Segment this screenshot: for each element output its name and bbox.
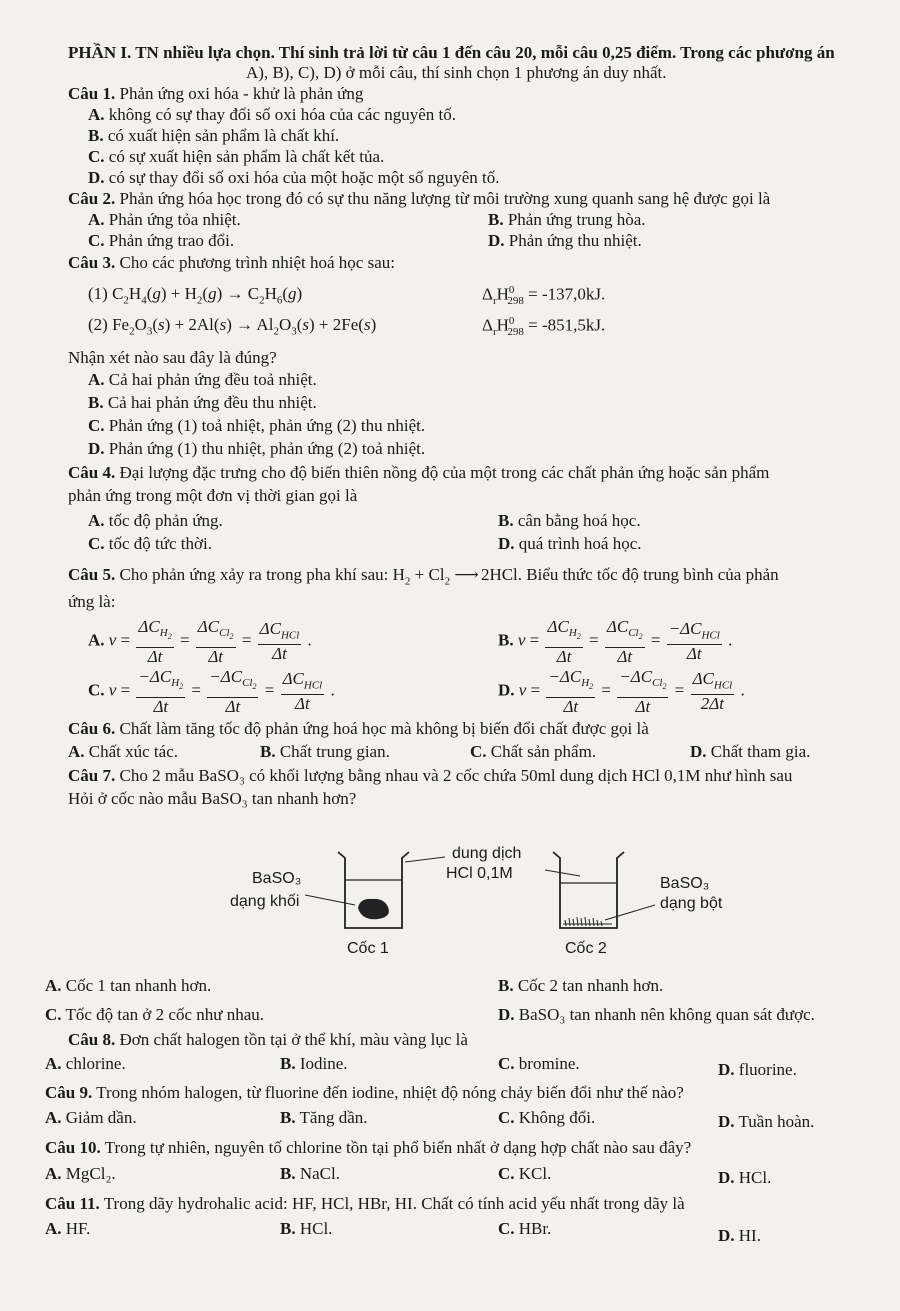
q3-enthalpy-2: $\Delta_rH^0_{298} = -851,5kJ$. xyxy=(482,315,606,339)
q5-option-b: B. v = $\frac{\Delta C_{H_2}}{\Delta t}$ = $\frac{\Delta C_{Cl_2}}{\Delta t}$ = $\frac{-\Delta C_{HCl}}{\Delta t}$ . xyxy=(498,617,733,666)
q5-option-d: D. v = $\frac{-\Delta C_{H_2}}{\Delta t}$ = $\frac{-\Delta C_{Cl_2}}{\Delta t}$ = $\frac{\Delta C_{HCl}}{2\Delta t}$ . xyxy=(498,667,745,716)
q10-option-c: C. KCl. xyxy=(498,1164,552,1183)
q2-option-a: A. Phản ứng tỏa nhiệt. xyxy=(88,210,241,229)
fig-mid-label-2: HCl 0,1M xyxy=(446,865,513,882)
fig-right-label-2: dạng bột xyxy=(660,895,723,912)
q1-label: Câu 1. xyxy=(68,84,116,103)
q1-option-c: C. có sự xuất hiện sản phẩm là chất kết tủa. xyxy=(88,147,385,166)
q1-option-d: D. có sự thay đổi số oxi hóa của một hoặc một số nguyên tố. xyxy=(88,168,500,187)
q7-option-d: D. BaSO₃ tan nhanh nên không quan sát được. xyxy=(498,1005,815,1024)
solid-chunk xyxy=(358,899,389,919)
q6-option-d: D. Chất tham gia. xyxy=(690,742,811,761)
q7-option-c: C. Tốc độ tan ở 2 cốc như nhau. xyxy=(45,1005,265,1024)
q11-option-a: A. HF. xyxy=(45,1219,91,1238)
q3-option-a: A. Cả hai phản ứng đều toả nhiệt. xyxy=(88,370,317,389)
q5-stem-2: ứng là: xyxy=(68,592,116,611)
q11-stem: Câu 11. Trong dãy hydrohalic acid: HF, HCl, HBr, HI. Chất có tính acid yếu nhất trong dãy là xyxy=(45,1194,685,1213)
q1-option-b: B. có xuất hiện sản phẩm là chất khí. xyxy=(88,126,340,145)
section-header: PHẦN I. TN nhiều lựa chọn. Thí sinh trả lời từ câu 1 đến câu 20, mỗi câu 0,25 điểm. Trong các phương án xyxy=(68,43,835,62)
q3-option-c: C. Phản ứng (1) toả nhiệt, phản ứng (2) thu nhiệt. xyxy=(88,416,426,435)
q9-option-a: A. Giảm dần. xyxy=(45,1108,137,1127)
q10-stem: Câu 10. Trong tự nhiên, nguyên tố chlorine tồn tại phổ biến nhất ở dạng hợp chất nào sau đây? xyxy=(45,1138,692,1157)
powder xyxy=(563,917,612,926)
beaker-1 xyxy=(305,852,445,928)
q8-option-d: D. fluorine. xyxy=(718,1060,797,1079)
q10-option-b: B. NaCl. xyxy=(280,1164,340,1183)
q3-question: Nhận xét nào sau đây là đúng? xyxy=(68,348,277,367)
q6-option-a: A. Chất xúc tác. xyxy=(68,742,178,761)
q5-stem: Câu 5. Cho phản ứng xảy ra trong pha khí sau: $H_2 + Cl_2$ ⟶ 2HCl. Biểu thức tốc độ trung bình của phản xyxy=(68,565,779,588)
q6-option-c: C. Chất sản phẩm. xyxy=(470,742,597,761)
q8-option-c: C. bromine. xyxy=(498,1054,580,1073)
q3-option-d: D. Phản ứng (1) thu nhiệt, phản ứng (2) toả nhiệt. xyxy=(88,439,426,458)
q7-stem: Câu 7. Cho 2 mẫu BaSO₃ có khối lượng bằng nhau và 2 cốc chứa 50ml dung dịch HCl 0,1M như hình sau xyxy=(68,766,793,785)
q6-stem: Câu 6. Chất làm tăng tốc độ phản ứng hoá học mà không bị biến đổi chất được gọi là xyxy=(68,719,649,738)
q11-option-d: D. HI. xyxy=(718,1226,761,1245)
q3-enthalpy-1: $\Delta_rH^0_{298} = -137,0kJ$. xyxy=(482,284,606,308)
q8-option-a: A. chlorine. xyxy=(45,1054,126,1073)
fig-cup2-label: Cốc 2 xyxy=(565,940,607,957)
fig-mid-label-1: dung dịch xyxy=(452,845,522,862)
q3-equation-2: (2) $Fe_2O_3(s) + 2Al(s) \to Al_2O_3(s) + 2Fe(s)$ xyxy=(88,315,377,338)
q1-option-a: A. không có sự thay đổi số oxi hóa của các nguyên tố. xyxy=(88,105,457,124)
q5-option-c: C. v = $\frac{-\Delta C_{H_2}}{\Delta t}$ = $\frac{-\Delta C_{Cl_2}}{\Delta t}$ = $\frac{\Delta C_{HCl}}{\Delta t}$ . xyxy=(88,667,335,716)
fig-left-label-2: dạng khối xyxy=(230,893,300,910)
q8-stem: Câu 8. Đơn chất halogen tồn tại ở thể khí, màu vàng lục là xyxy=(68,1030,468,1049)
fig-left-label-1: BaSO₃ xyxy=(252,870,302,887)
q4-option-a: A. tốc độ phản ứng. xyxy=(88,511,223,530)
q9-stem: Câu 9. Trong nhóm halogen, từ fluorine đến iodine, nhiệt độ nóng chảy biến đổi như thế nào? xyxy=(45,1083,684,1102)
q11-option-c: C. HBr. xyxy=(498,1219,552,1238)
q4-option-d: D. quá trình hoá học. xyxy=(498,534,642,553)
fig-right-label-1: BaSO₃ xyxy=(660,875,710,892)
fig-cup1-label: Cốc 1 xyxy=(347,940,389,957)
q10-option-a: A. MgCl₂. xyxy=(45,1164,116,1183)
q2-option-b: B. Phản ứng trung hòa. xyxy=(488,210,646,229)
q8-option-b: B. Iodine. xyxy=(280,1054,348,1073)
q10-option-d: D. HCl. xyxy=(718,1168,772,1187)
q9-option-b: B. Tăng dần. xyxy=(280,1108,368,1127)
q4-stem-2: phản ứng trong một đơn vị thời gian gọi là xyxy=(68,486,358,505)
q3-equation-1: (1) $C_2H_4(g) + H_2(g) \to C_2H_6(g)$ xyxy=(88,284,303,307)
q4-option-b: B. cân bằng hoá học. xyxy=(498,511,641,530)
q6-option-b: B. Chất trung gian. xyxy=(260,742,390,761)
q9-option-c: C. Không đổi. xyxy=(498,1108,596,1127)
q7-option-a: A. Cốc 1 tan nhanh hơn. xyxy=(45,976,212,995)
q2-stem: Câu 2. Phản ứng hóa học trong đó có sự thu năng lượng từ môi trường xung quanh sang hệ được gọi là xyxy=(68,189,771,208)
section-header-line2: A), B), C), D) ở mỗi câu, thí sinh chọn 1 phương án duy nhất. xyxy=(246,63,667,82)
q3-option-b: B. Cả hai phản ứng đều thu nhiệt. xyxy=(88,393,317,412)
q7-option-b: B. Cốc 2 tan nhanh hơn. xyxy=(498,976,664,995)
q2-option-c: C. Phản ứng trao đổi. xyxy=(88,231,235,250)
q4-option-c: C. tốc độ tức thời. xyxy=(88,534,212,553)
beaker-2 xyxy=(545,852,655,928)
q4-stem: Câu 4. Đại lượng đặc trưng cho độ biến thiên nồng độ của một trong các chất phản ứng hoặc sản phẩm xyxy=(68,463,770,482)
q7-stem-2: Hỏi ở cốc nào mẫu BaSO₃ tan nhanh hơn? xyxy=(68,789,357,808)
q3-stem: Câu 3. Cho các phương trình nhiệt hoá học sau: xyxy=(68,253,395,272)
q11-option-b: B. HCl. xyxy=(280,1219,333,1238)
q5-option-a: A. v = $\frac{\Delta C_{H_2}}{\Delta t}$ = $\frac{\Delta C_{Cl_2}}{\Delta t}$ = $\frac{\Delta C_{HCl}}{\Delta t}$ . xyxy=(88,617,312,666)
q9-option-d: D. Tuần hoàn. xyxy=(718,1112,815,1131)
q1-text: Phản ứng oxi hóa - khử là phản ứng xyxy=(115,84,364,103)
q2-option-d: D. Phản ứng thu nhiệt. xyxy=(488,231,642,250)
